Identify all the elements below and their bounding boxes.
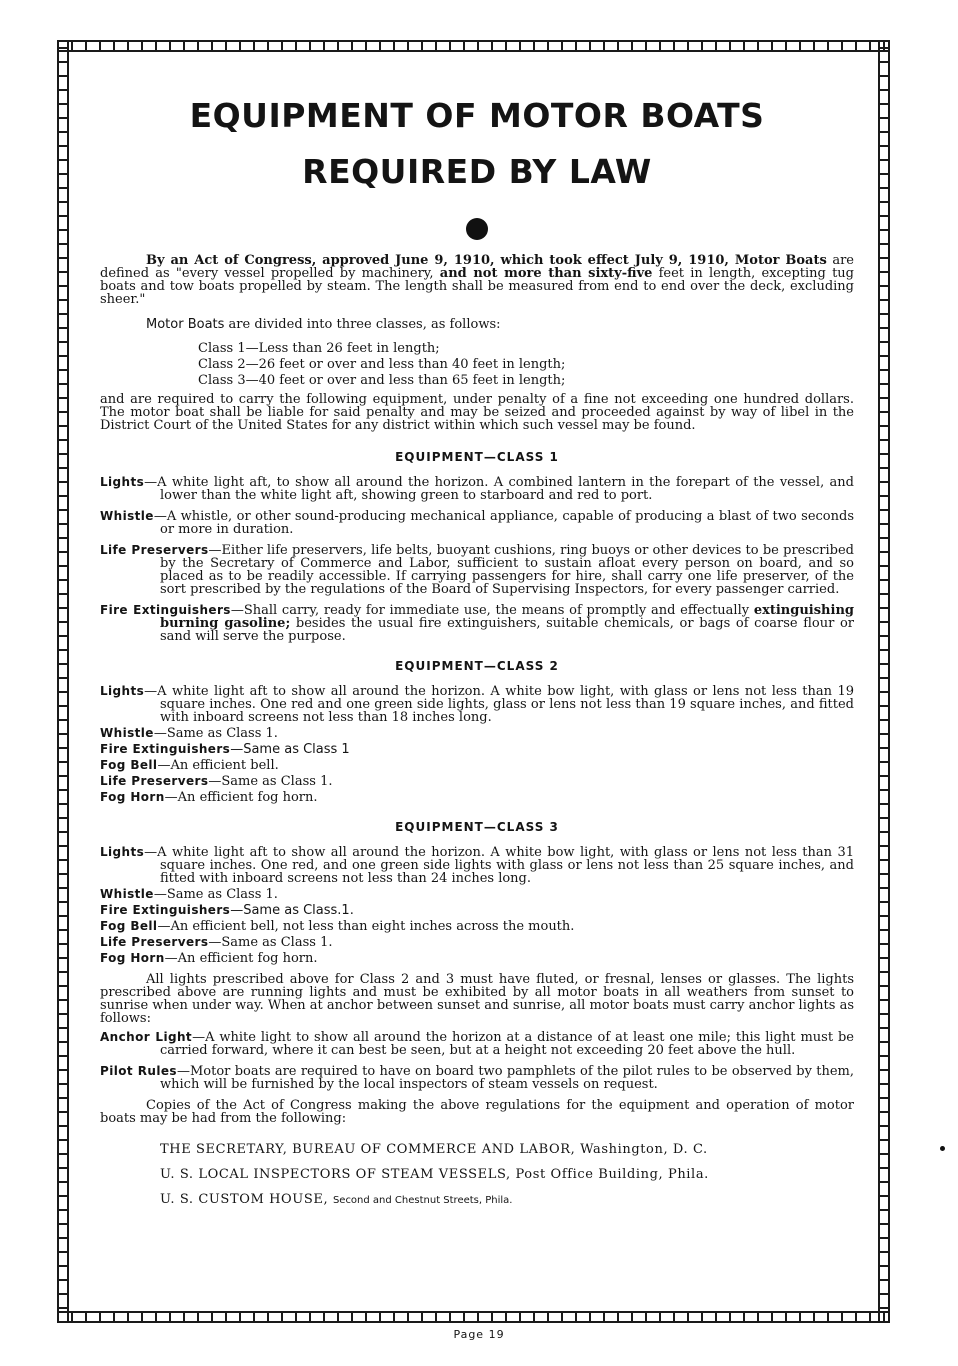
- chain-border-bottom: [57, 1311, 890, 1323]
- class-2-lights: Lights—A white light aft to show all around the horizon. A white bow light, with glass or lens not less than 19 square inches. One red and one green side lights, glass or lens not less than 19 square inches, and fitted with inboard screens not less than 18 inches long.: [100, 684, 854, 725]
- class-2-definition: Class 2—26 feet or over and less than 40 feet in length;: [198, 357, 566, 372]
- chain-border-top: [57, 40, 890, 52]
- class-3-heading: EQUIPMENT—CLASS 3: [395, 820, 559, 834]
- print-speck: [940, 1146, 945, 1151]
- intro-paragraph: By an Act of Congress, approved June 9, 1910, which took effect July 9, 1910, Motor Boats are defined as "every vessel propelled by machinery, and not more than sixty-five feet in length, excepting tug boats and tow boats propelled by steam. The length shall be measured from end to end over the deck, excluding sheer.": [100, 253, 855, 307]
- address-custom-house: U. S. CUSTOM HOUSE, Second and Chestnut Streets, Phila.: [160, 1192, 513, 1207]
- class-3-fog-horn: Fog Horn—An efficient fog horn.: [100, 951, 318, 966]
- class-3-whistle: Whistle—Same as Class 1.: [100, 887, 278, 902]
- class-1-definition: Class 1—Less than 26 feet in length;: [198, 341, 440, 356]
- penalty-paragraph: and are required to carry the following equipment, under penalty of a fine not exceeding one hundred dollars. The motor boat shall be liable for said penalty and may be seized and proceeded against by way of libel in the District Court of the United States for any district within which such vessel may be found.: [100, 392, 854, 433]
- class-2-heading: EQUIPMENT—CLASS 2: [395, 659, 559, 673]
- address-inspectors: U. S. LOCAL INSPECTORS OF STEAM VESSELS, Post Office Building, Phila.: [160, 1167, 709, 1182]
- chain-border-left: [57, 40, 69, 1323]
- pilot-rules-paragraph: Pilot Rules—Motor boats are required to have on board two pamphlets of the pilot rules to be observed by them, which will be furnished by the local inspectors of steam vessels on request.: [100, 1064, 854, 1092]
- page-content: [100, 88, 854, 1213]
- lights-note-paragraph: All lights prescribed above for Class 2 and 3 must have fluted, or fresnal, lenses or glasses. The lights prescribed above are running lights and must be exhibited by all motor boats in all weathers from sunset to sunrise when under way. When at anchor between sunset and sunrise, all motor boats must carry anchor lights as follows:: [100, 972, 854, 1026]
- class-1-heading: EQUIPMENT—CLASS 1: [395, 450, 559, 464]
- class-2-whistle: Whistle—Same as Class 1.: [100, 726, 278, 741]
- copies-paragraph: Copies of the Act of Congress making the above regulations for the equipment and operation of motor boats may be had from the following:: [100, 1098, 854, 1126]
- page-number: Page 19: [453, 1328, 505, 1341]
- class-3-lights: Lights—A white light aft to show all around the horizon. A white bow light, with glass or lens not less than 31 square inches. One red, and one green side lights with glass or lens not less than 25 square inches, and fitted with inboard screens not less than 24 inches long.: [100, 845, 854, 886]
- class-3-definition: Class 3—40 feet or over and less than 65 feet in length;: [198, 373, 566, 388]
- class-2-fog-bell: Fog Bell—An efficient bell.: [100, 758, 279, 773]
- address-list: [100, 1137, 854, 1213]
- anchor-light-paragraph: Anchor Light—A white light to show all around the horizon at a distance of at least one mile; this light must be carried forward, where it can best be seen, but at a height not exceeding 20 feet above the hull.: [100, 1030, 854, 1058]
- chain-border-right: [878, 40, 890, 1323]
- bullet-ornament: [466, 218, 488, 240]
- class-3-fire-extinguishers: Fire Extinguishers—Same as Class.1.: [100, 903, 354, 918]
- class-3-life-preservers: Life Preservers—Same as Class 1.: [100, 935, 333, 950]
- class-3-fog-bell: Fog Bell—An efficient bell, not less than eight inches across the mouth.: [100, 919, 575, 934]
- class-1-whistle: Whistle—A whistle, or other sound-producing mechanical appliance, capable of producing a blast of two seconds or more in duration.: [100, 509, 854, 537]
- title-line-2: REQUIRED BY LAW: [302, 152, 652, 191]
- class-list: [100, 341, 854, 389]
- classes-intro: Motor Boats are divided into three classes, as follows:: [146, 317, 501, 332]
- class-1-fire-extinguishers: Fire Extinguishers—Shall carry, ready for immediate use, the means of promptly and effectually extinguishing burning gasoline; besides the usual fire extinguishers, suitable chemicals, or bags of coarse flour or sand will serve the purpose.: [100, 603, 855, 644]
- class-2-fog-horn: Fog Horn—An efficient fog horn.: [100, 790, 318, 805]
- class-2-life-preservers: Life Preservers—Same as Class 1.: [100, 774, 333, 789]
- class-2-fire-extinguishers: Fire Extinguishers—Same as Class 1: [100, 742, 350, 757]
- class-1-life-preservers: Life Preservers—Either life preservers, life belts, buoyant cushions, ring buoys or other devices to be prescribed by the Secretary of Commerce and Labor, sufficient to sustain afloat every person on board, and so placed as to be readily accessible. If carrying passengers for hire, shall carry one life preserver, of the sort prescribed by the regulations of the Board of Supervising Inspectors, for every passenger carried.: [100, 543, 855, 597]
- title-line-1: EQUIPMENT OF MOTOR BOATS: [189, 96, 765, 135]
- address-secretary: THE SECRETARY, BUREAU OF COMMERCE AND LABOR, Washington, D. C.: [160, 1142, 708, 1157]
- class-1-lights: Lights—A white light aft, to show all around the horizon. A combined lantern in the forepart of the vessel, and lower than the white light aft, showing green to starboard and red to port.: [100, 475, 854, 503]
